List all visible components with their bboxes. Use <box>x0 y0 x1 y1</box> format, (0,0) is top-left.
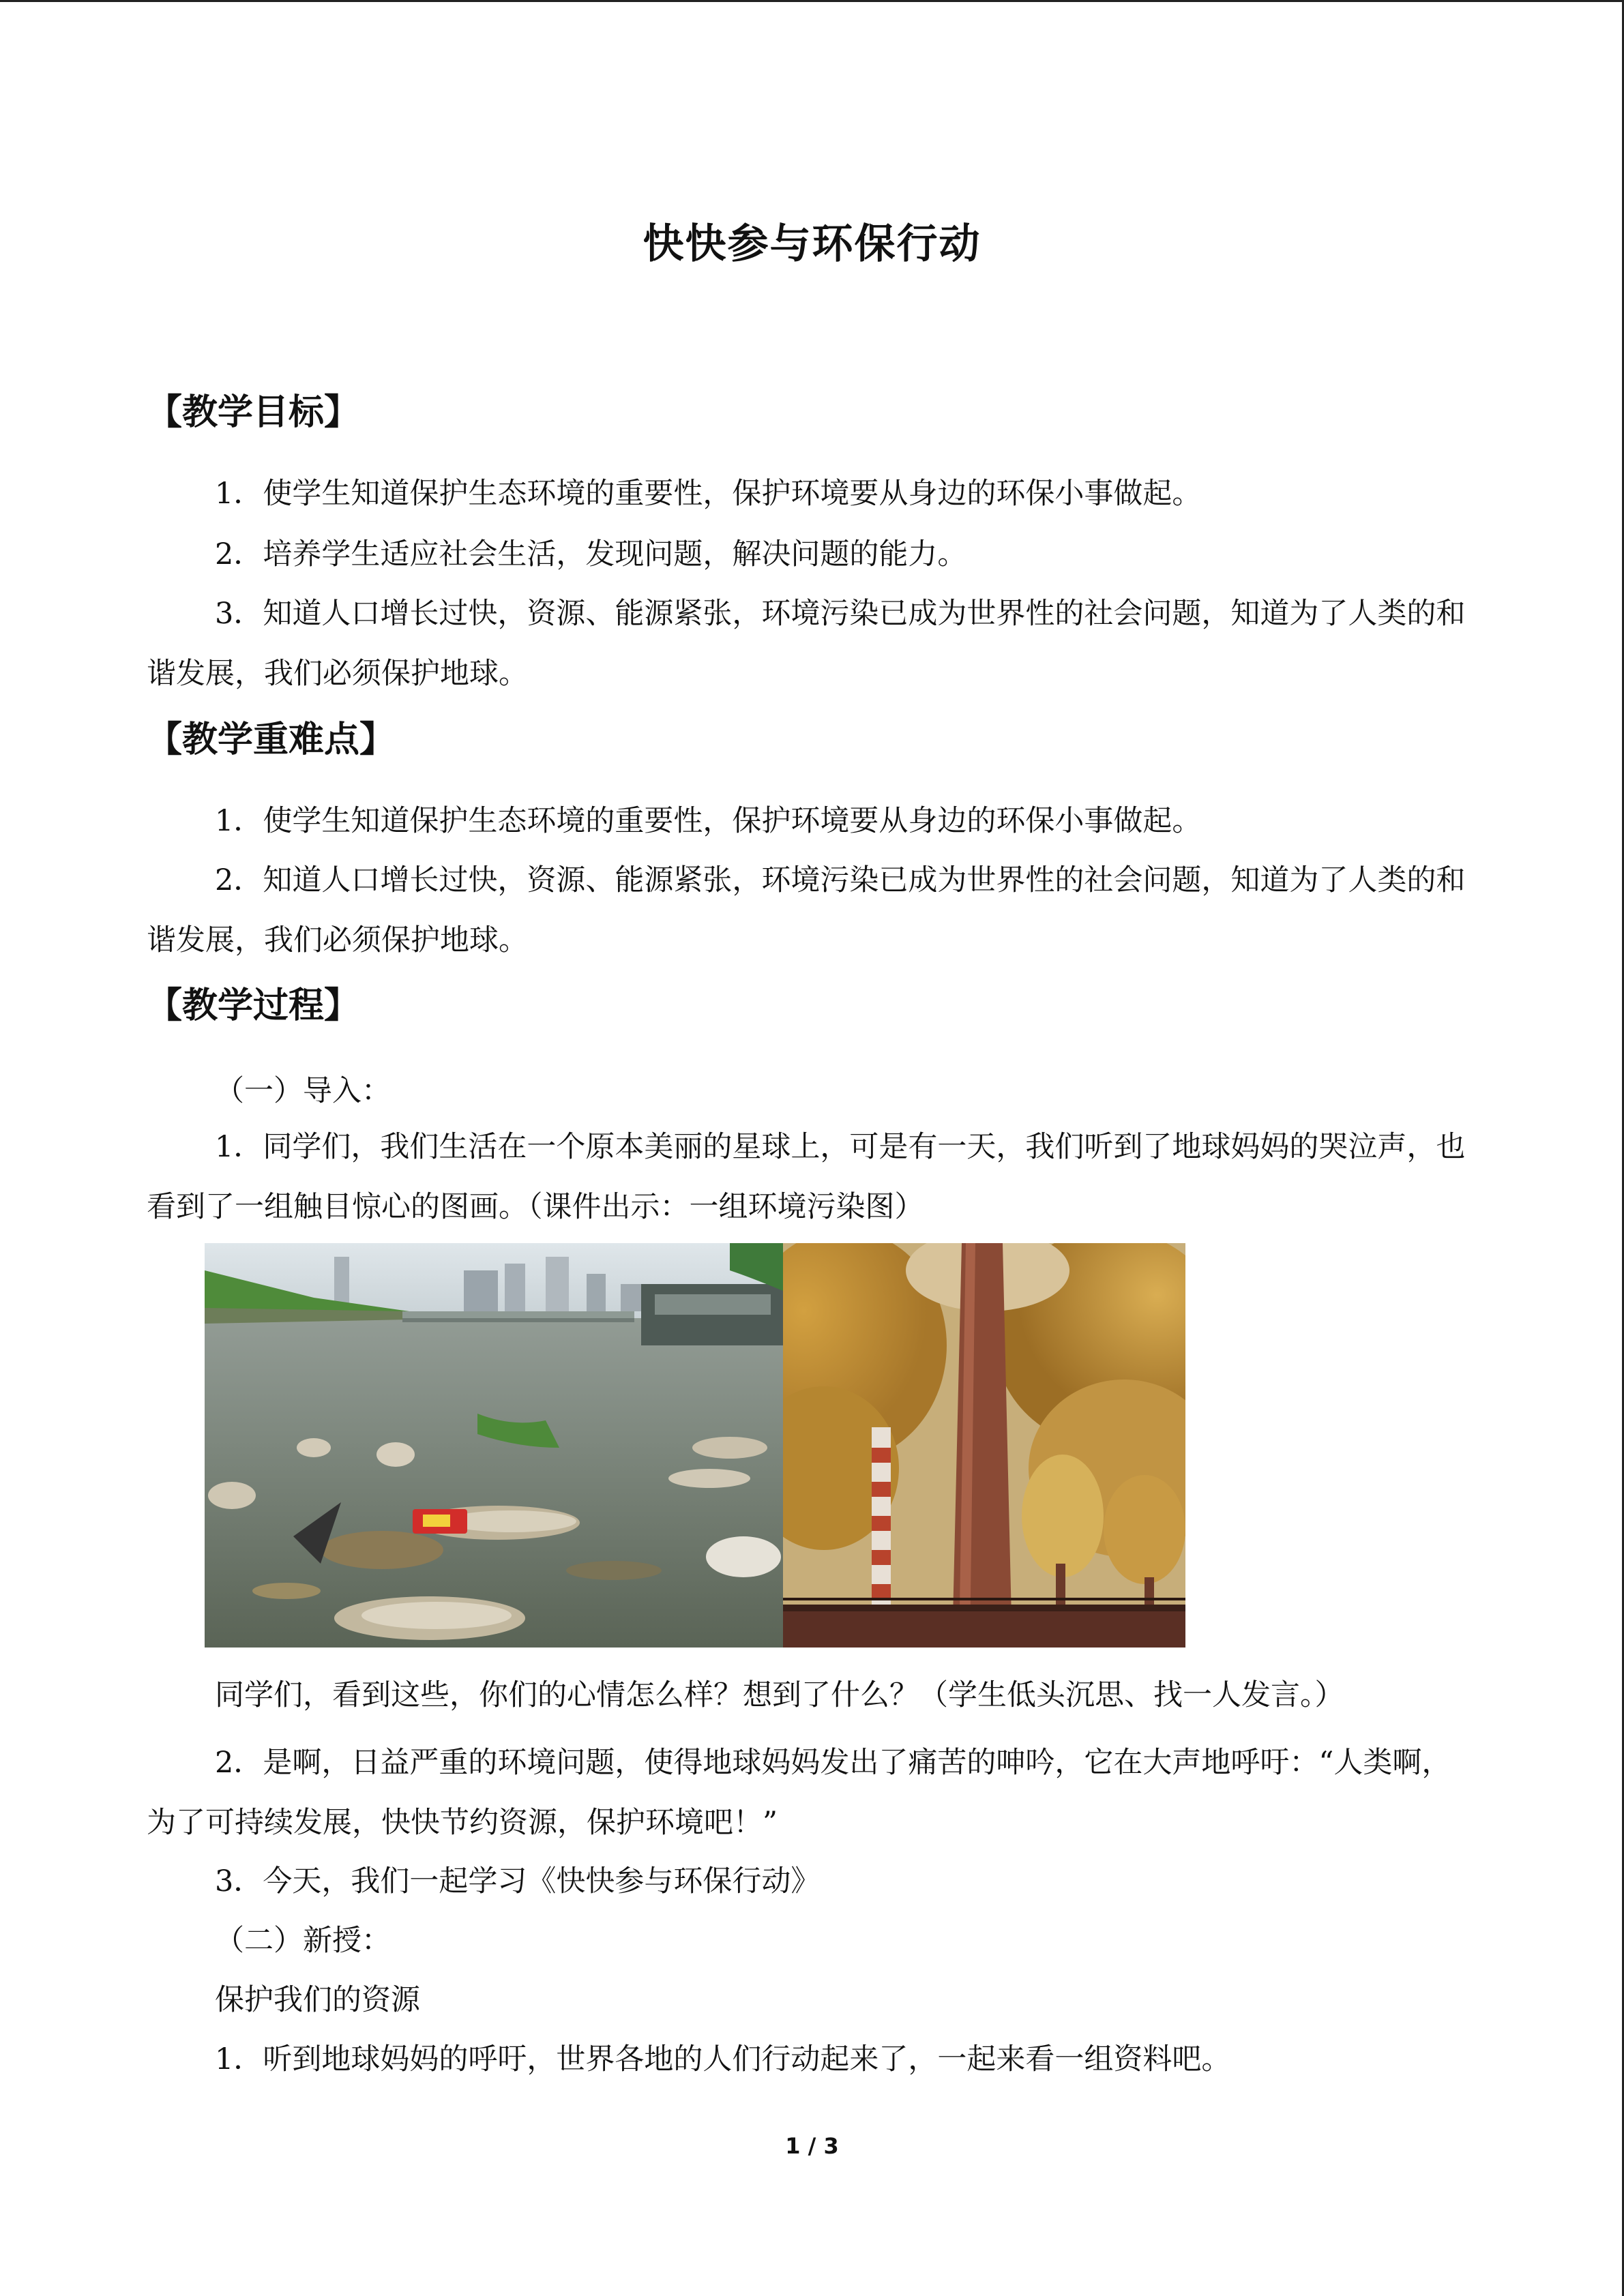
goal-item-2: 2．培养学生适应社会生活，发现问题，解决问题的能力。 <box>215 537 967 571</box>
key-point-item-1: 1．使学生知道保护生态环境的重要性，保护环境要从身边的环保小事做起。 <box>215 804 1202 838</box>
after-images-paragraph: 同学们，看到这些，你们的心情怎么样？想到了什么？（学生低头沉思、找一人发言。） <box>215 1678 1344 1712</box>
goal-item-1: 1．使学生知道保护生态环境的重要性，保护环境要从身边的环保小事做起。 <box>215 477 1202 511</box>
subheading-resources: 保护我们的资源 <box>215 1983 420 2017</box>
intro-paragraph-2: 2．是啊，日益严重的环境问题，使得地球妈妈发出了痛苦的呻吟，它在大声地呼吁：“人类啊，为了可持续发展，快快节约资源，保护环境吧！” <box>147 1746 1451 1840</box>
section-heading-goals: 【教学目标】 <box>147 392 360 433</box>
factory-smoke-photo <box>783 1243 1185 1648</box>
section-heading-key-points: 【教学重难点】 <box>147 719 396 760</box>
intro-paragraph-1: 1．同学们，我们生活在一个原本美丽的星球上，可是有一天，我们听到了地球妈妈的哭泣声，也看到了一组触目惊心的图画。（课件出示：一组环境污染图） <box>147 1130 1466 1224</box>
new-lesson-paragraph-1: 1．听到地球妈妈的呼吁，世界各地的人们行动起来了，一起来看一组资料吧。 <box>215 2042 1231 2076</box>
goal-item-3: 3．知道人口增长过快，资源、能源紧张，环境污染已成为世界性的社会问题，知道为了人类的和谐发展，我们必须保护地球。 <box>147 597 1466 691</box>
key-point-item-2: 2．知道人口增长过快，资源、能源紧张，环境污染已成为世界性的社会问题，知道为了人类的和谐发展，我们必须保护地球。 <box>147 863 1466 957</box>
polluted-river-photo <box>205 1243 783 1648</box>
intro-paragraph-3: 3．今天，我们一起学习《快快参与环保行动》 <box>215 1864 821 1898</box>
page-title: 快快参与环保行动 <box>643 220 981 268</box>
section-heading-process: 【教学过程】 <box>147 985 360 1026</box>
page-number: 1 / 3 <box>785 2133 839 2159</box>
new-lesson-label: （二）新授： <box>215 1924 391 1958</box>
pollution-images <box>205 1243 1185 1648</box>
page-top-border <box>0 0 1624 2</box>
intro-label: （一）导入： <box>215 1074 391 1108</box>
